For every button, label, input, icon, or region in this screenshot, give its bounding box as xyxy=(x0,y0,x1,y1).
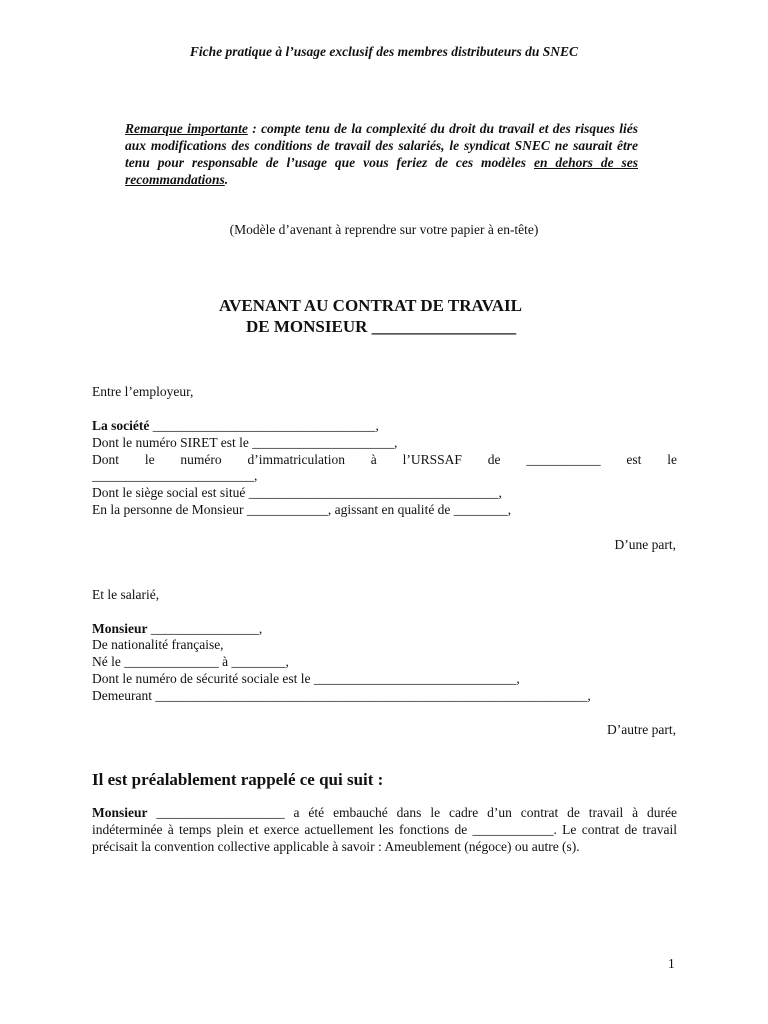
urssaf-word: ___________ xyxy=(526,452,601,467)
representative-line: En la personne de Monsieur ____________, agissant en qualité de ________, xyxy=(92,502,512,517)
siret-line: Dont le numéro SIRET est le _____________________, xyxy=(92,435,398,450)
recall-text: ___________________ a été embauché dans le cadre d’un contrat de travail à durée indéterminée à temps plein et exerce actuellement les fonctions de ____________. Le contrat de travail précisait la convention collective applicable à savoir : Ameublement (négoce) ou autre (s). xyxy=(92,805,677,854)
address-line: Demeurant ________________________________________________________________, xyxy=(92,688,591,703)
urssaf-word: l’URSSAF xyxy=(402,452,462,467)
employer-intro: Entre l’employeur, xyxy=(92,384,194,399)
page-number: 1 xyxy=(668,956,675,971)
recall-heading: Il est préalablement rappelé ce qui suit : xyxy=(92,770,384,789)
recall-paragraph xyxy=(92,804,677,855)
remark-underlined-end: en dehors de ses recommandations xyxy=(125,155,638,187)
urssaf-word: à xyxy=(370,452,377,467)
employee-mr-blank: ________________, xyxy=(147,621,263,636)
urssaf-word: Dont xyxy=(92,452,119,467)
title-line-1: AVENANT AU CONTRAT DE TRAVAIL xyxy=(219,296,522,315)
urssaf-word: de xyxy=(487,452,501,467)
remark-end: . xyxy=(224,172,229,187)
employee-closing: D’autre part, xyxy=(607,722,676,737)
employer-closing: D’une part, xyxy=(614,537,676,552)
urssaf-line xyxy=(92,451,677,468)
urssaf-continuation: ________________________, xyxy=(92,468,258,483)
page-header: Fiche pratique à l’usage exclusif des membres distributeurs du SNEC xyxy=(189,44,579,59)
recall-mr-label: Monsieur xyxy=(92,805,148,820)
urssaf-word: d’immatriculation xyxy=(247,452,345,467)
title-line-2: DE MONSIEUR _________________ xyxy=(246,317,517,336)
social-security-line: Dont le numéro de sécurité sociale est le ______________________________, xyxy=(92,671,520,686)
employee-mr-label: Monsieur xyxy=(92,621,148,636)
company-label: La société xyxy=(92,418,150,433)
employee-intro: Et le salarié, xyxy=(92,587,160,602)
company-line xyxy=(92,417,379,434)
remark-separator: : xyxy=(247,121,262,136)
remark-text: compte tenu de la complexité du droit du travail et des risques liés aux modifications des conditions de travail des salariés, le syndicat SNEC ne saurait être tenu pour responsable de l’usage que vous feriez de ces modèles xyxy=(125,121,638,170)
company-blank: _________________________________, xyxy=(149,418,379,433)
urssaf-word: est xyxy=(626,452,642,467)
urssaf-word: le xyxy=(667,452,677,467)
urssaf-word: numéro xyxy=(180,452,222,467)
urssaf-word: le xyxy=(144,452,155,467)
siege-line: Dont le siège social est situé _____________________________________, xyxy=(92,485,502,500)
important-remark xyxy=(125,120,638,188)
employee-name-line xyxy=(92,620,262,637)
nationality-line: De nationalité française, xyxy=(92,637,224,652)
model-note: (Modèle d’avenant à reprendre sur votre papier à en-tête) xyxy=(229,222,539,237)
birth-line: Né le ______________ à ________, xyxy=(92,654,289,669)
remark-label: Remarque importante xyxy=(125,121,248,136)
